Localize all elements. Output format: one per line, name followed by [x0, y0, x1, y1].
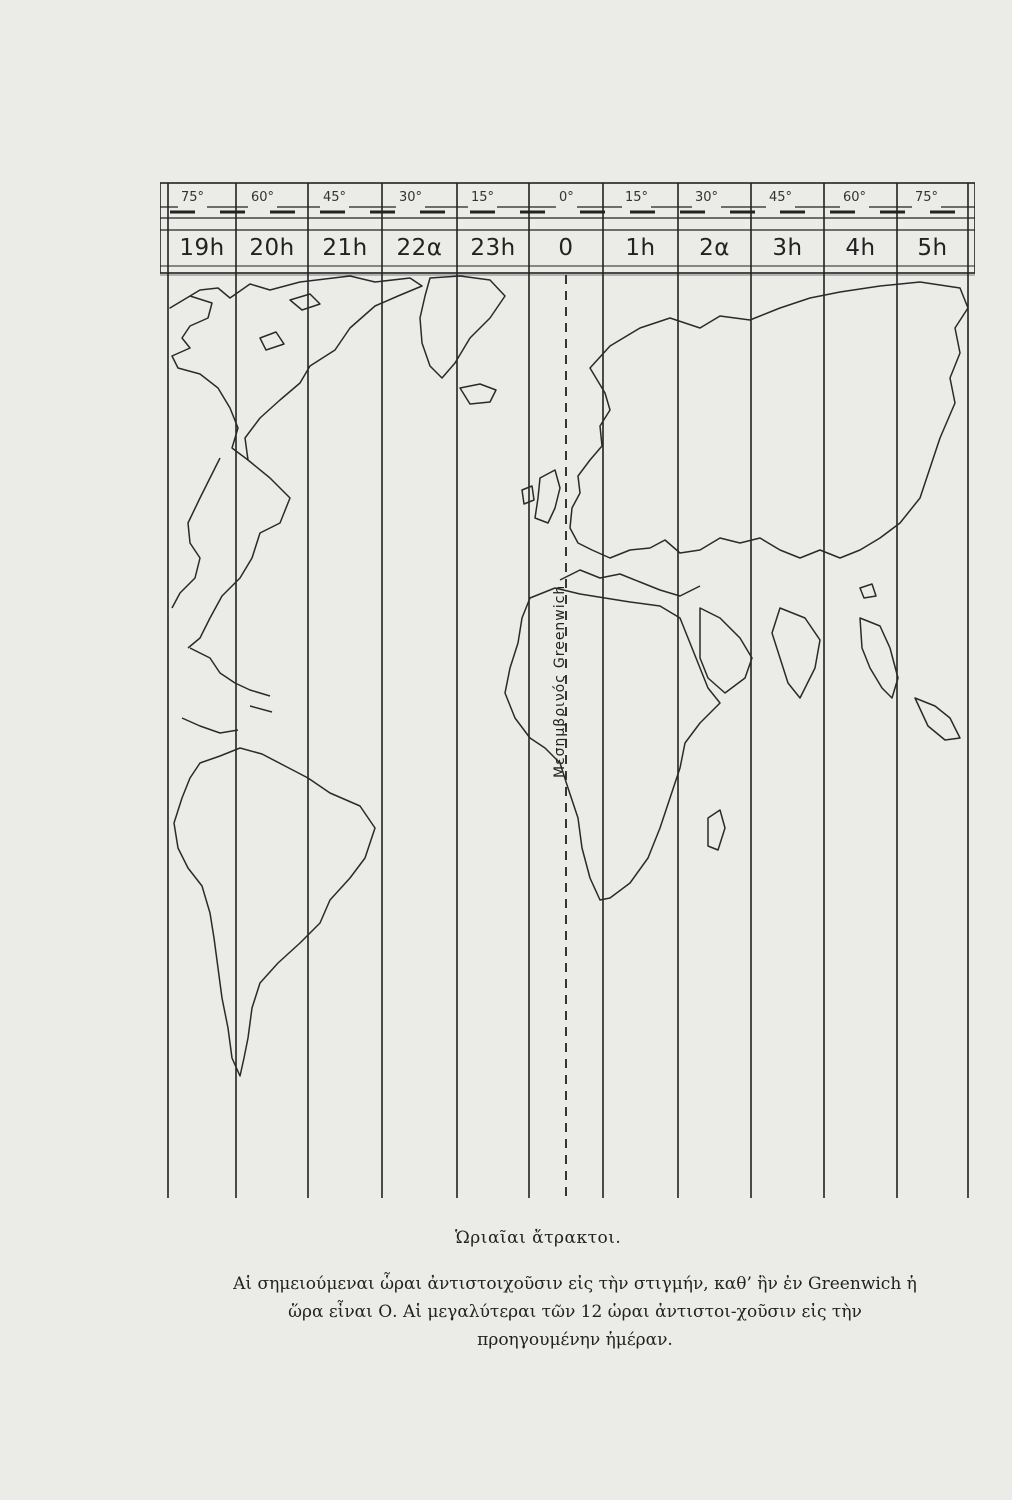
hour-label-2: 2α — [699, 235, 730, 261]
degree-label-east-60: 60° — [840, 188, 869, 208]
hour-label-3: 3h — [772, 235, 803, 261]
degree-label-center-0: 0° — [556, 188, 577, 208]
degree-label-east-15: 15° — [622, 188, 651, 208]
degree-label-west-30: 30° — [396, 188, 425, 208]
time-zones-figure — [160, 178, 975, 1198]
figure-caption: Αἱ σημειούμεναι ὧραι ἀντιστοιχοῦσιν εἰς τὴν στιγμήν, καθ’ ἣν ἐν Greenwich ἡ ὥρα εἶναι Ο. Αἱ μεγαλύτεραι τῶν 12 ὡραι ἀντιστοι-χοῦσιν εἰς τὴν προηγουμένην ἡμέραν. — [233, 1274, 917, 1350]
degree-label-west-60: 60° — [248, 188, 277, 208]
degree-label-west-45: 45° — [320, 188, 349, 208]
hour-label-4: 4h — [845, 235, 876, 261]
figure-title: Ὡριαῖαι ἄτρακτοι. — [455, 1228, 622, 1248]
hour-label-1: 1h — [625, 235, 656, 261]
hour-label-19: 19h — [179, 235, 225, 261]
hour-label-21: 21h — [322, 235, 368, 261]
coastlines — [170, 276, 968, 1076]
greenwich-meridian-label: Μεσημβρινός Greenwich — [552, 584, 568, 778]
degree-label-east-75: 75° — [912, 188, 941, 208]
hour-label-0: 0 — [558, 235, 574, 261]
degree-label-west-15: 15° — [468, 188, 497, 208]
hour-label-22: 22α — [396, 235, 443, 261]
degree-label-east-30: 30° — [692, 188, 721, 208]
degree-label-west-75: 75° — [178, 188, 207, 208]
hour-label-5: 5h — [917, 235, 948, 261]
hour-label-23: 23h — [470, 235, 516, 261]
hour-label-20: 20h — [249, 235, 295, 261]
degree-label-east-45: 45° — [766, 188, 795, 208]
zone-boundaries — [168, 183, 968, 1198]
